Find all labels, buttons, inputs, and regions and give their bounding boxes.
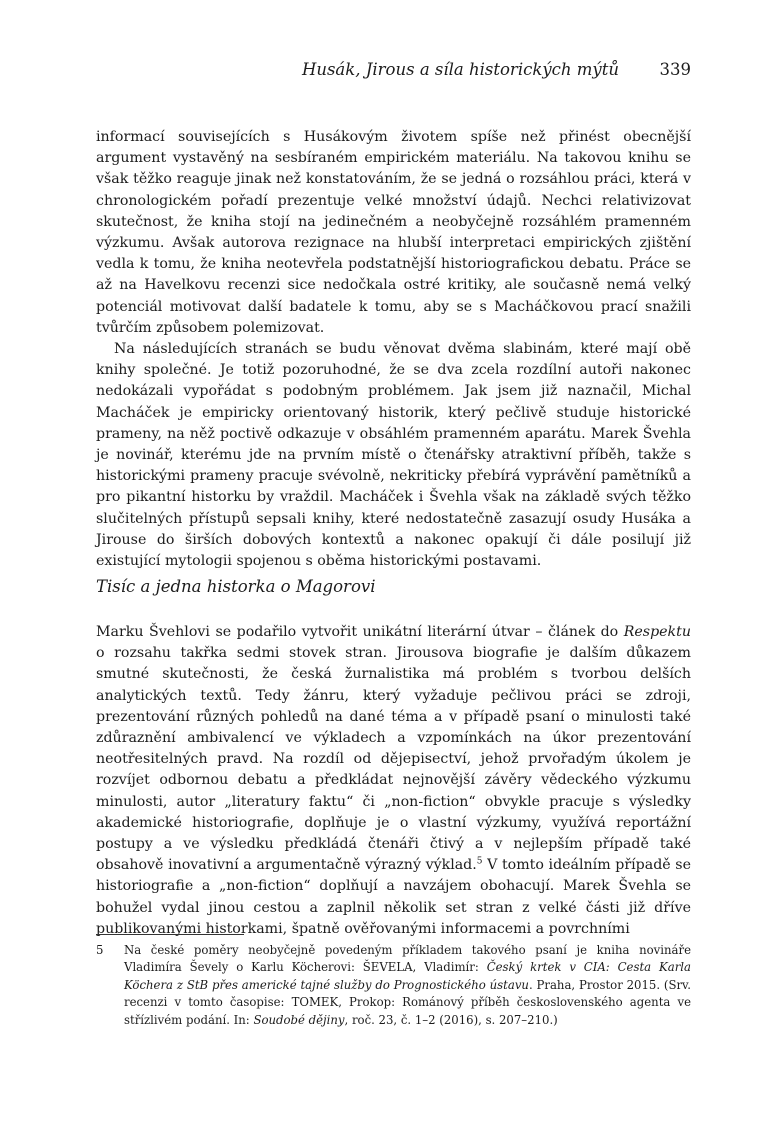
main-text [96, 127, 691, 572]
page-number: 339 [659, 60, 691, 79]
running-title: Husák, Jirous a síla historických mýtů [301, 60, 619, 79]
footnote-book-title: Český krtek v CIA: Cesta Karla Köchera z StB přes americké tajné služby do Prognostického ústavu [124, 960, 691, 992]
footnote-text-part-1: Na české poměry neobyčejně povedeným příkladem takového psaní je kniha novináře Vladimíra Ševely o Karlu Köcherovi: ŠEVELA, Vladimír: [124, 943, 691, 975]
section-heading: Tisíc a jedna historka o Magorovi [96, 577, 376, 596]
footnote-text [124, 942, 691, 1029]
running-header [96, 60, 691, 84]
paragraph-3 [96, 622, 691, 940]
journal-title-respekt: Respektu [623, 624, 691, 640]
footnote-reference[interactable]: 5 [476, 856, 483, 867]
section-text [96, 622, 691, 940]
footnote-divider [96, 934, 244, 935]
footnote [96, 942, 691, 1029]
footnote-text-part-3: . Praha, Prostor 2015. (Srv. recenzi v tomto časopise: TOMEK, Prokop: Románový příběh československého agenta ve střízlivém podání. In: [124, 977, 691, 1027]
paragraph-3-part-a: Marku Švehlovi se podařilo vytvořit unikátní literární útvar – článek do [96, 624, 624, 640]
footnote-journal-title: Soudobé dějiny [253, 1012, 345, 1027]
footnote-number: 5 [96, 943, 104, 957]
paragraph-2: Na následujících stranách se budu věnovat dvěma slabinám, které mají obě knihy společné. Je totiž pozoruhodné, že se dva zcela rozdílní autoři nakonec nedokázali vypořádat s podobným problémem. Jak jsem již naznačil, Michal Macháček je empiricky orientovaný historik, který pečlivě studuje historické prameny, na něž poctivě odkazuje v obsáhlém pramenném aparátu. Marek Švehla je novinář, kterému jde na prvním místě o čtenářsky atraktivní příběh, takže s historickými prameny pracuje svévolně, nekriticky přebírá vyprávění pamětníků a pro pikantní historku by vraždil. Macháček i Švehla však na základě svých těžko slučitelných přístupů sepsali knihy, které nedostatečně zasazují osudy Husáka a Jirouse do širších dobových kontextů a nakonec opakují či dále posilují již existující mytologii spojenou s oběma historickými postavami. [96, 341, 691, 570]
paragraph-3-part-b: o rozsahu takřka sedmi stovek stran. Jirousova biografie je dalším důkazem smutné skutečnosti, že česká žurnalistika má problém s tvorbou delších analytických textů. Tedy žánru, který vyžaduje pečlivou práci se zdroji, prezentování různých pohledů na dané téma a v případě psaní o minulosti také zdůraznění ambivalencí ve výkladech a vzpomínkách na úkor prezentování neotřesitelných pravd. Na rozdíl od dějepisectví, jehož prvořadým úkolem je rozvíjet odbornou debatu a předkládat nejnovější závěry vědeckého výzkumu minulosti, autor „literatury faktu“ či „non-fiction“ obvykle pracuje s výsledky akademické historiografie, doplňuje je o vlastní výzkumy, využívá reportážní postupy a ve výsledku předkládá čtenáři čtivý a v nejlepším případě také obsahově inovativní a argumentačně výrazný výklad. [96, 645, 691, 874]
footnote-text-part-5: , roč. 23, č. 1–2 (2016), s. 207–210.) [344, 1012, 558, 1027]
paragraph-1: informací souvisejících s Husákovým životem spíše než přinést obecnější argument vystavěný na sesbíraném empirickém materiálu. Na takovou knihu se však těžko reaguje jinak než konstatováním, že se jedná o rozsáhlou práci, která v chronologickém pořadí prezentuje velké množství údajů. Nechci relativizovat skutečnost, že kniha stojí na jedinečném a neobyčejně rozsáhlém pramenném výzkumu. Avšak autorova rezignace na hlubší interpretaci empirických zjištění vedla k tomu, že kniha neotevřela podstatnější historiografickou debatu. Práce se až na Havelkovu recenzi sice nedočkala ostré kritiky, ale současně nemá velký potenciál motivovat další badatele k tomu, aby se s Macháčkovou prací snažili tvůrčím způsobem polemizovat. [96, 129, 691, 336]
paragraph-3-part-c: V tomto ideálním případě se historiografie a „non-fiction“ doplňují a navzájem obohacují. Marek Švehla se bohužel vydal jinou cestou a zaplnil několik set stran z velké části již dříve publikovanými historkami, špatně ověřovanými informacemi a povrchními [96, 857, 691, 937]
